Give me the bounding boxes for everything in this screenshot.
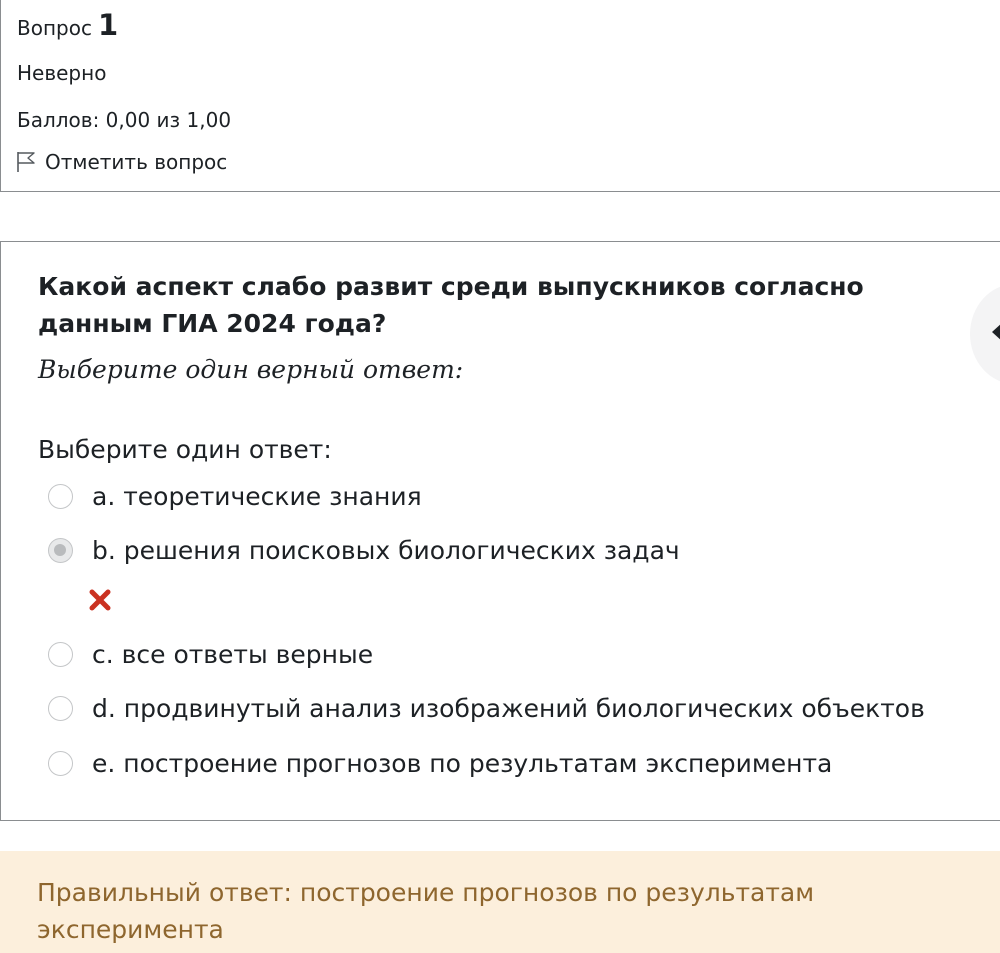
flag-question-link[interactable] xyxy=(15,150,227,174)
answer-option-label: d. продвинутый анализ изображений биологических объектов xyxy=(92,694,925,723)
question-number xyxy=(17,8,118,42)
question-info xyxy=(0,0,1000,192)
answer-option-label: b. решения поисковых биологических задач xyxy=(92,536,680,565)
question-label: Вопрос xyxy=(17,16,92,40)
radio-button[interactable] xyxy=(48,696,73,721)
answer-option-label: a. теоретические знания xyxy=(92,482,422,511)
radio-button[interactable] xyxy=(48,484,73,509)
answer-option-c[interactable] xyxy=(48,640,373,669)
question-state: Неверно xyxy=(17,61,107,85)
red-cross-icon xyxy=(89,589,111,611)
radio-button-checked[interactable] xyxy=(48,538,73,563)
answer-option-label: c. все ответы верные xyxy=(92,640,374,669)
answer-option-label: e. построение прогнозов по результатам эксперимента xyxy=(92,749,833,778)
chevron-left-icon xyxy=(992,322,1000,342)
question-grade: Баллов: 0,00 из 1,00 xyxy=(17,108,232,132)
flag-question-label: Отметить вопрос xyxy=(45,150,228,174)
right-answer-text: Правильный ответ: построение прогнозов по результатам эксперимента xyxy=(37,878,815,944)
answer-option-d[interactable] xyxy=(48,694,925,723)
feedback-panel xyxy=(0,851,1000,953)
question-number-value: 1 xyxy=(97,8,119,42)
answer-prompt: Выберите один ответ: xyxy=(38,435,332,464)
question-text: Какой аспект слабо развит среди выпускников согласно данным ГИА 2024 года? xyxy=(38,272,864,338)
radio-button[interactable] xyxy=(48,642,73,667)
answer-option-a[interactable] xyxy=(48,482,422,511)
radio-button[interactable] xyxy=(48,751,73,776)
question-hint: Выберите один верный ответ: xyxy=(38,355,464,384)
question-content xyxy=(0,241,1000,821)
answer-option-b[interactable] xyxy=(48,536,680,565)
flag-outline-icon xyxy=(15,150,37,174)
answer-option-e[interactable] xyxy=(48,749,832,778)
